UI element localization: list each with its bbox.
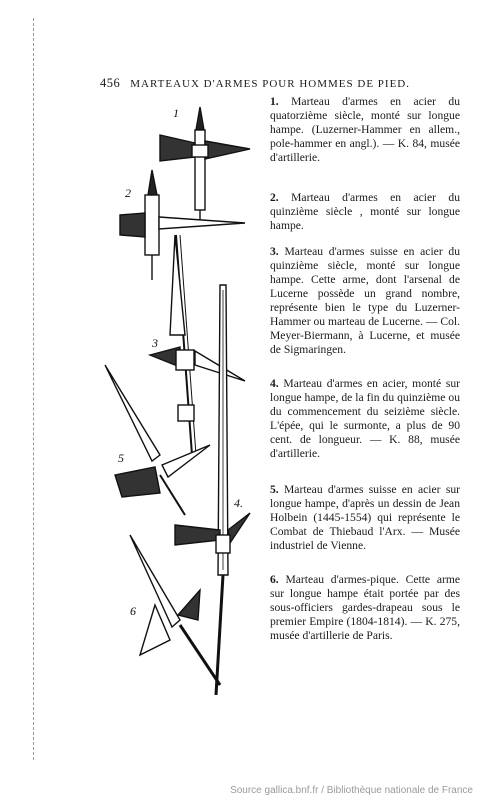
- entry-text: Marteau d'armes en acier, monté sur longue hampe, de la fin du quinzième ou du commencement du seizième siècle. L'épée, qui le surmonte, a plus de 90 cent. de longueur. — K. 88, musée d'artillerie.: [270, 377, 461, 460]
- entry-number: 6.: [270, 573, 279, 586]
- figure-label-4: 4.: [234, 496, 243, 510]
- entry-text: Marteau d'armes en acier du quatorzième siècle, monté sur longue hampe. (Luzerner-Hammer en allem., pole-hammer en angl.). — K. 84, musée d'artillerie.: [270, 95, 461, 164]
- entry-number: 4.: [270, 377, 279, 390]
- running-title: MARTEAUX D'ARMES POUR HOMMES DE PIED.: [130, 78, 410, 90]
- weapons-engraving: [100, 95, 270, 695]
- figure-label-5: 5: [118, 451, 124, 465]
- figure-label-2: 2: [125, 186, 131, 200]
- entry-text: Marteau d'armes suisse en acier du quinzième siècle, monté sur longue hampe. Cette arme, dont l'arsenal de Lucerne possède un grand nombre, représente bien le type du Luzerner-Hammer ou marteau de Lucerne. — Col. Meyer-Biermann, à Lucerne, et musée de Sigmaringen.: [270, 245, 460, 356]
- entry-5: [270, 483, 460, 553]
- entry-text: Marteau d'armes suisse en acier sur longue hampe, d'après un dessin de Jean Holbein (1445-1554) qui représente le Combat de Thiebaud l'Arx. — Musée industriel de Vienne.: [270, 483, 460, 552]
- entry-number: 5.: [270, 483, 279, 496]
- page-number: 456: [100, 76, 121, 90]
- figure-label-3: 3: [152, 336, 158, 350]
- entry-text: Marteau d'armes-pique. Cette arme sur longue hampe était portée par des sous-officiers gardes-drapeau sous le premier Empire (1804-1814). — K. 275, musée d'artillerie de Paris.: [270, 573, 460, 642]
- entry-number: 3.: [270, 245, 279, 258]
- entry-6: [270, 573, 460, 643]
- weapons-illustration: [100, 95, 270, 695]
- entry-number: 2.: [270, 191, 279, 204]
- source-footer: Source gallica.bnf.fr / Bibliothèque nationale de France: [230, 785, 473, 796]
- page-edge-rule: [33, 18, 34, 760]
- entry-1: [270, 95, 460, 165]
- figure-label-6: 6: [130, 604, 136, 618]
- entry-text: Marteau d'armes en acier du quinzième siècle , monté sur longue hampe.: [270, 191, 461, 232]
- entry-2: [270, 191, 460, 233]
- weapon-3-drawing: [150, 235, 245, 421]
- running-header: [100, 76, 460, 92]
- weapon-6-drawing: [130, 535, 220, 685]
- entry-4: [270, 377, 460, 461]
- weapon-5-drawing: [105, 365, 210, 515]
- figure-label-1: 1: [173, 106, 179, 120]
- weapon-1-drawing: [160, 107, 250, 220]
- entry-3: [270, 245, 460, 357]
- entry-number: 1.: [270, 95, 279, 108]
